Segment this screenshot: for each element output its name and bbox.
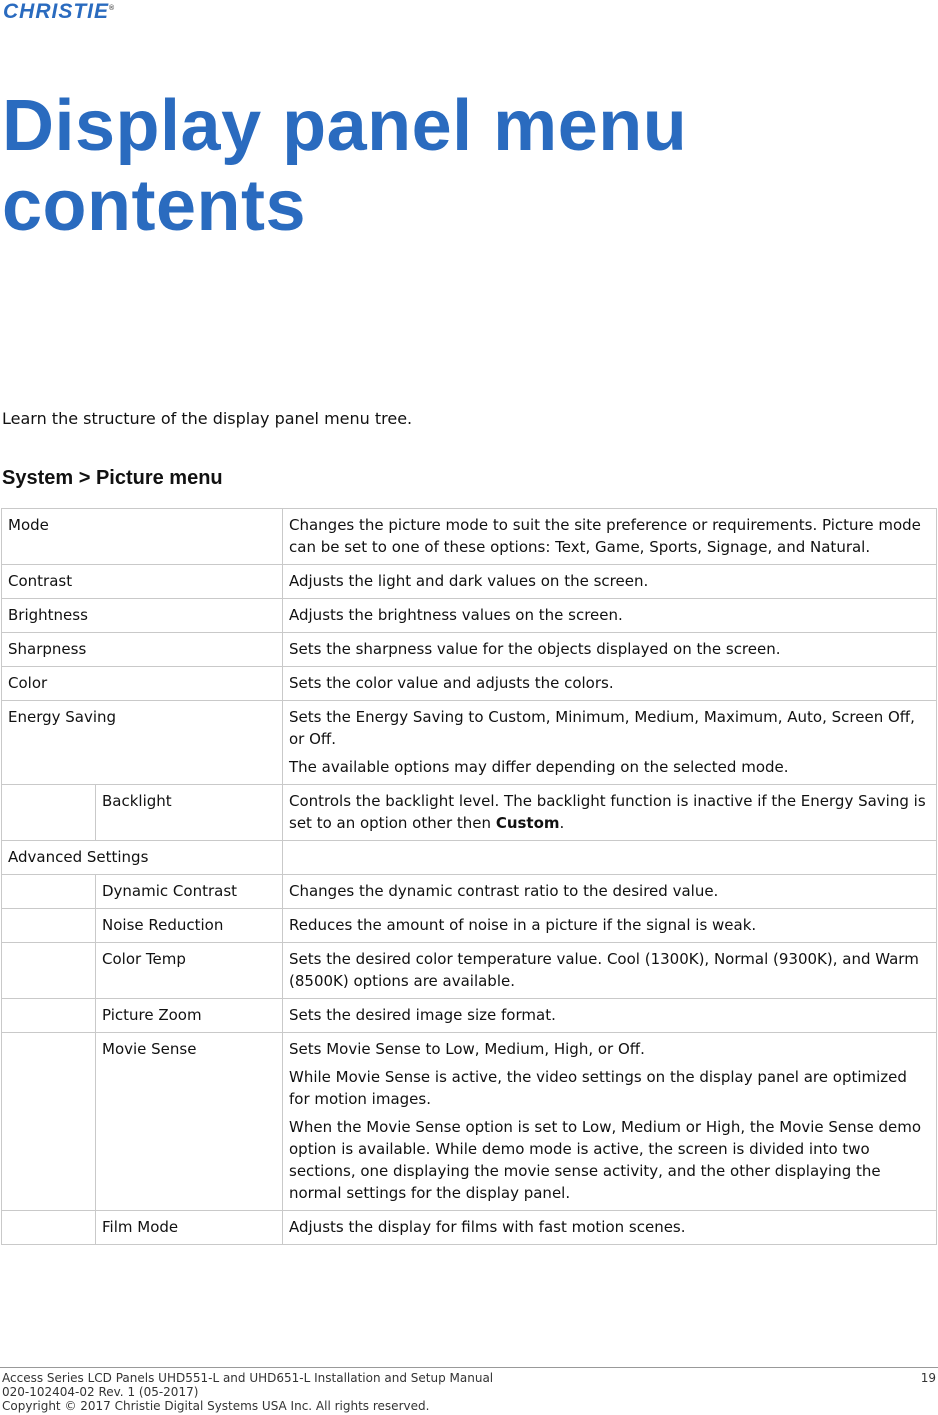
description-text: Sets the desired color temperature value. Cool (1300K), Normal (9300K), and Warm (8500K) options are available.: [289, 950, 919, 990]
indent-cell: [2, 909, 96, 943]
setting-name: Contrast: [2, 565, 283, 599]
setting-description: [283, 565, 937, 599]
menu-row: [2, 909, 937, 943]
intro-text: Learn the structure of the display panel menu tree.: [2, 409, 413, 428]
description-text: While Movie Sense is active, the video settings on the display panel are optimized for motion images.: [289, 1068, 907, 1108]
picture-menu-table: [1, 508, 937, 1245]
setting-description: [283, 1033, 937, 1211]
description-paragraph: [289, 1116, 930, 1204]
description-paragraph: [289, 880, 930, 902]
setting-name: Picture Zoom: [96, 999, 283, 1033]
description-paragraph: [289, 948, 930, 992]
indent-cell: [2, 1211, 96, 1245]
setting-description: [283, 599, 937, 633]
footer-manual-title: Access Series LCD Panels UHD551-L and UHD651-L Installation and Setup Manual: [2, 1371, 494, 1385]
indent-cell: [2, 785, 96, 841]
menu-row: [2, 701, 937, 785]
menu-row: [2, 565, 937, 599]
menu-row: [2, 785, 937, 841]
setting-description: [283, 1211, 937, 1245]
setting-name: Dynamic Contrast: [96, 875, 283, 909]
description-paragraph: [289, 638, 930, 660]
description-text: Sets the Energy Saving to Custom, Minimum, Medium, Maximum, Auto, Screen Off, or Off.: [289, 708, 915, 748]
setting-name: Sharpness: [2, 633, 283, 667]
description-paragraph: [289, 706, 930, 750]
setting-name: Mode: [2, 509, 283, 565]
description-text: Sets the color value and adjusts the colors.: [289, 674, 614, 692]
description-text: Adjusts the brightness values on the screen.: [289, 606, 623, 624]
description-text: Reduces the amount of noise in a picture if the signal is weak.: [289, 916, 757, 934]
description-paragraph: [289, 672, 930, 694]
description-tail: .: [559, 814, 565, 832]
setting-description: [283, 999, 937, 1033]
description-paragraph: [289, 1004, 930, 1026]
setting-description: [283, 785, 937, 841]
setting-description: [283, 701, 937, 785]
setting-description: [283, 841, 937, 875]
registered-mark: ®: [109, 5, 116, 12]
description-paragraph: [289, 756, 930, 778]
setting-name: Film Mode: [96, 1211, 283, 1245]
setting-name: Color: [2, 667, 283, 701]
picture-menu-table-body: [2, 509, 937, 1245]
description-paragraph: [289, 1038, 930, 1060]
setting-name: Brightness: [2, 599, 283, 633]
christie-logo: [3, 0, 115, 24]
footer-copyright: Copyright © 2017 Christie Digital Systems USA Inc. All rights reserved.: [2, 1399, 430, 1413]
description-text: Sets the sharpness value for the objects displayed on the screen.: [289, 640, 781, 658]
description-paragraph: [289, 1216, 930, 1238]
menu-row: [2, 667, 937, 701]
menu-row: [2, 943, 937, 999]
description-paragraph: [289, 604, 930, 626]
menu-row: [2, 1211, 937, 1245]
page-title: Display panel menu contents: [2, 86, 688, 246]
menu-row: [2, 633, 937, 667]
setting-name: Backlight: [96, 785, 283, 841]
footer-document-number: 020-102404-02 Rev. 1 (05-2017): [2, 1385, 199, 1399]
indent-cell: [2, 943, 96, 999]
description-text: Controls the backlight level. The backlight function is inactive if the Energy Saving is set to an option other then: [289, 792, 926, 832]
section-heading: System > Picture menu: [2, 467, 223, 489]
description-paragraph: [289, 1066, 930, 1110]
setting-description: [283, 943, 937, 999]
setting-description: [283, 633, 937, 667]
setting-name: Advanced Settings: [2, 841, 283, 875]
description-paragraph: [289, 514, 930, 558]
description-text: Sets the desired image size format.: [289, 1006, 556, 1024]
indent-cell: [2, 1033, 96, 1211]
setting-name: Movie Sense: [96, 1033, 283, 1211]
description-text: Sets Movie Sense to Low, Medium, High, or Off.: [289, 1040, 645, 1058]
setting-name: Noise Reduction: [96, 909, 283, 943]
footer-divider: [0, 1367, 938, 1368]
description-text: The available options may differ depending on the selected mode.: [289, 758, 789, 776]
description-paragraph: [289, 790, 930, 834]
menu-row: [2, 841, 937, 875]
indent-cell: [2, 875, 96, 909]
description-paragraph: [289, 914, 930, 936]
setting-description: [283, 667, 937, 701]
menu-row: [2, 509, 937, 565]
description-text: Changes the dynamic contrast ratio to the desired value.: [289, 882, 719, 900]
description-emphasis: Custom: [495, 814, 560, 832]
description-text: Adjusts the light and dark values on the screen.: [289, 572, 649, 590]
setting-description: [283, 909, 937, 943]
setting-description: [283, 509, 937, 565]
menu-row: [2, 1033, 937, 1211]
description-text: Changes the picture mode to suit the site preference or requirements. Picture mode can be set to one of these options: Text, Game, Sports, Signage, and Natural.: [289, 516, 921, 556]
description-text: Adjusts the display for films with fast motion scenes.: [289, 1218, 686, 1236]
menu-row: [2, 999, 937, 1033]
description-paragraph: [289, 570, 930, 592]
logo-text: CHRISTIE: [3, 0, 110, 23]
setting-name: Energy Saving: [2, 701, 283, 785]
description-text: When the Movie Sense option is set to Low, Medium or High, the Movie Sense demo option is available. While demo mode is active, the screen is divided into two sections, one displaying the movie sense activity, and the other displaying the normal settings for the display panel.: [289, 1118, 922, 1202]
setting-description: [283, 875, 937, 909]
page-number: 19: [920, 1371, 936, 1385]
indent-cell: [2, 999, 96, 1033]
menu-row: [2, 599, 937, 633]
setting-name: Color Temp: [96, 943, 283, 999]
menu-row: [2, 875, 937, 909]
page-footer: [2, 1371, 936, 1413]
